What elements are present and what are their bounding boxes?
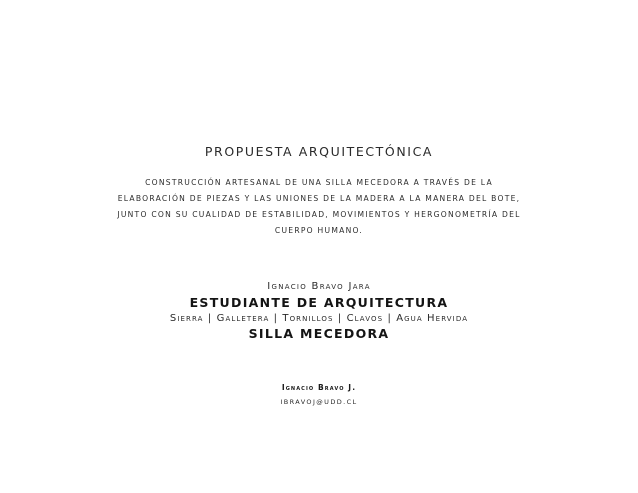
description-line: ELABORACIÓN DE PIEZAS Y LAS UNIONES DE LA MADERA A LA MANERA DEL BOTE, [117, 194, 521, 203]
materials-list: Sierra | Galletera | Tornillos | Clavos | Agua Hervida [169, 313, 469, 324]
author-role: ESTUDIANTE DE ARQUITECTURA [189, 295, 449, 310]
page-title: PROPUESTA ARQUITECTÓNICA [204, 144, 434, 159]
signature-name: Ignacio Bravo J. [281, 383, 357, 392]
author-name: Ignacio Bravo Jara [267, 281, 371, 292]
signature-email[interactable]: IBRAVOJ@UDD.CL [280, 398, 358, 406]
description-line: JUNTO CON SU CUALIDAD DE ESTABILIDAD, MOVIMIENTOS Y HERGONOMETRÍA DEL [117, 210, 521, 219]
description-line: CONSTRUCCIÓN ARTESANAL DE UNA SILLA MECEDORA A TRAVÉS DE LA [145, 178, 493, 187]
description-line: CUERPO HUMANO. [274, 226, 364, 235]
product-name: SILLA MECEDORA [248, 326, 390, 341]
